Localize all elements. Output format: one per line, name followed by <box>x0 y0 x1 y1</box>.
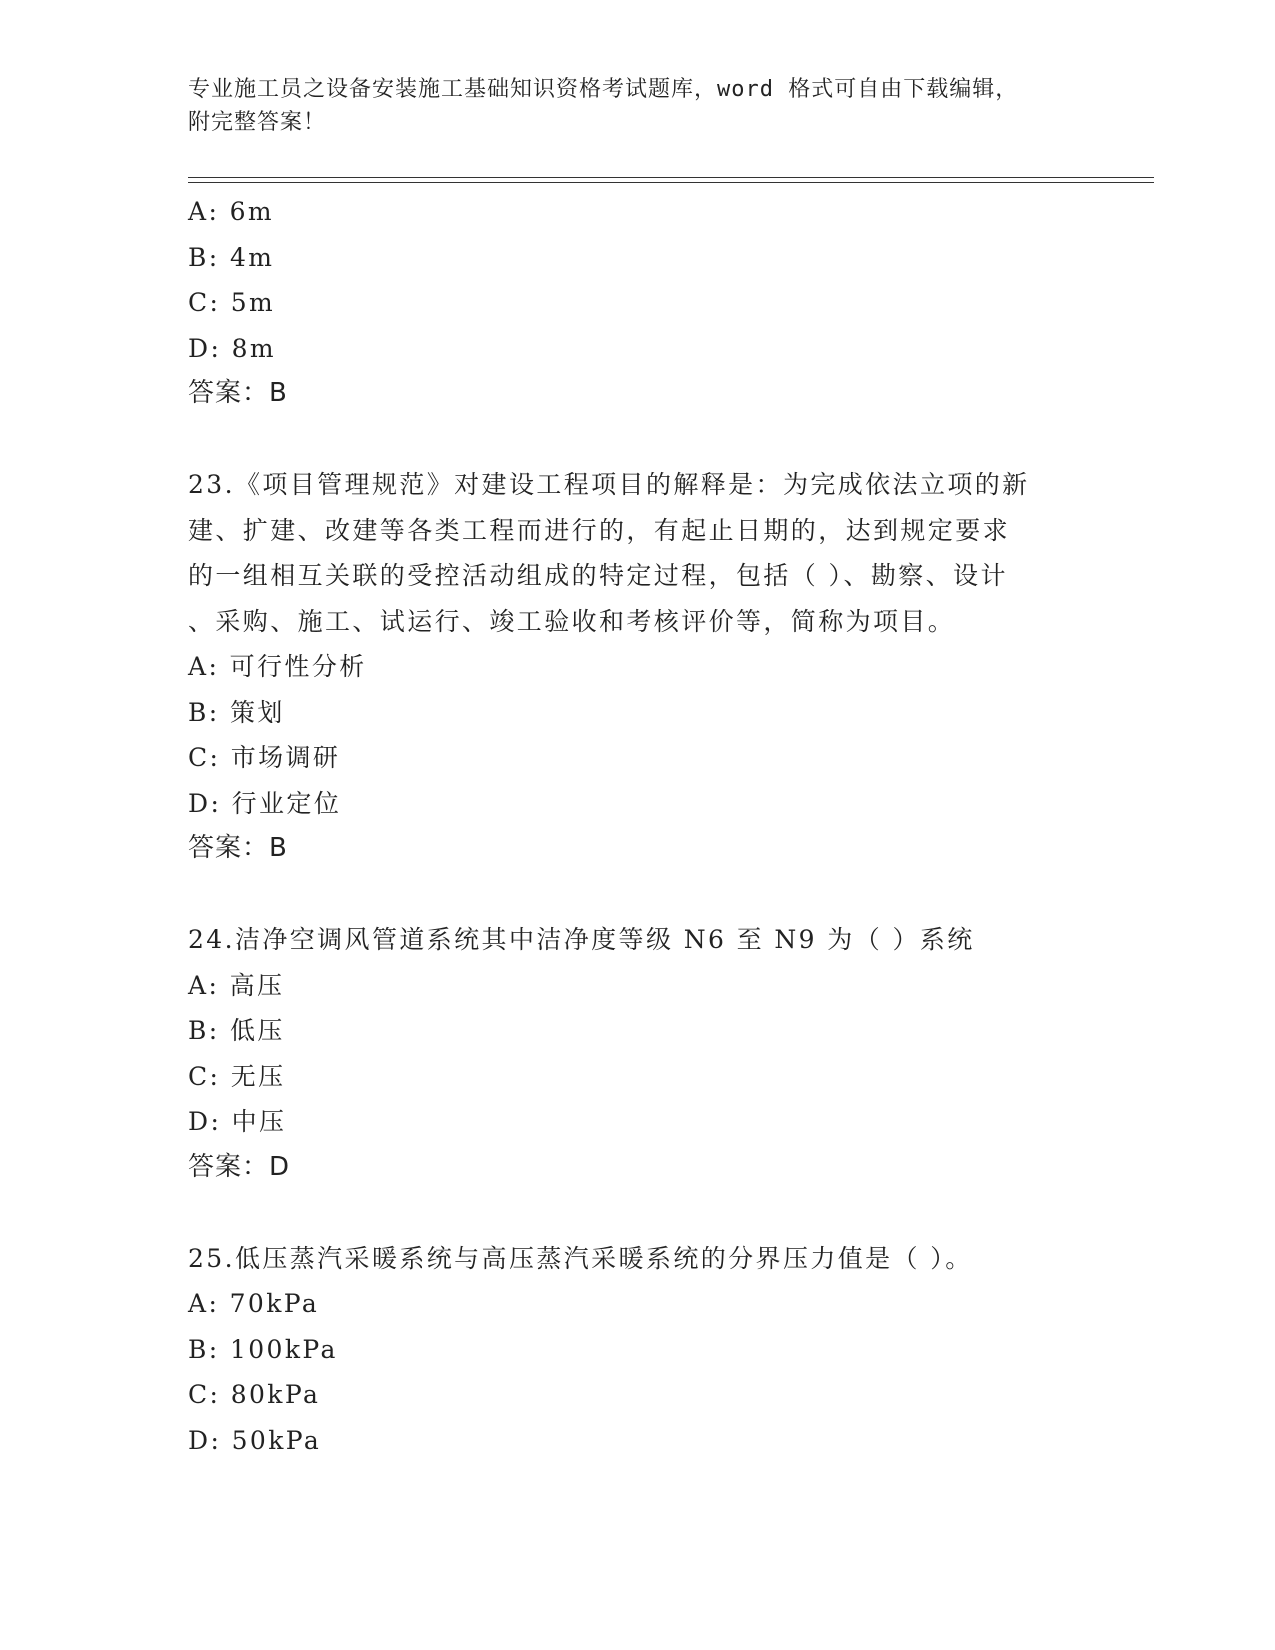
answer-line: 答案：B <box>188 378 288 408</box>
answer-line: 答案：B <box>188 833 288 863</box>
question-22 <box>188 189 1088 417</box>
question-stem-line: 、采购、施工、试运行、竣工验收和考核评价等，简称为项目。 <box>188 606 956 636</box>
question-stem-line: 的一组相互关联的受控活动组成的特定过程，包括（ ）、勘察、设计 <box>188 561 1008 590</box>
option-c: C: 5m <box>188 288 276 317</box>
header-line-2: 附完整答案！ <box>188 110 327 135</box>
spacer <box>188 417 1088 463</box>
question-23 <box>188 462 1088 872</box>
question-stem-line: 建、扩建、改建等各类工程而进行的，有起止日期的，达到规定要求 <box>188 515 1011 545</box>
header-divider-top <box>188 177 1154 178</box>
option-c: C: 80kPa <box>188 1380 321 1409</box>
option-b: B: 4m <box>188 242 275 272</box>
option-c: C: 市场调研 <box>188 743 341 772</box>
option-d: D: 8m <box>188 333 277 363</box>
header-divider-bottom <box>188 182 1154 183</box>
option-d: D: 行业定位 <box>188 788 342 818</box>
spacer <box>188 872 1088 918</box>
question-24 <box>188 917 1088 1190</box>
answer-line: 答案：D <box>188 1151 291 1182</box>
question-stem-line: 25.低压蒸汽采暖系统与高压蒸汽采暖系统的分界压力值是（ ）。 <box>188 1243 973 1273</box>
option-a: A: 6m <box>188 197 275 226</box>
option-b: B: 100kPa <box>188 1334 338 1364</box>
header-line-1: 专业施工员之设备安装施工基础知识资格考试题库，word 格式可自由下载编辑， <box>188 77 1019 102</box>
spacer <box>188 1190 1088 1236</box>
question-content <box>188 189 1088 1463</box>
option-b: B: 策划 <box>188 697 285 727</box>
option-a: A: 70kPa <box>188 1289 320 1318</box>
option-d: D: 中压 <box>188 1107 287 1136</box>
option-d: D: 50kPa <box>188 1425 322 1455</box>
option-a: A: 高压 <box>188 970 285 1000</box>
option-b: B: 低压 <box>188 1016 285 1045</box>
question-25 <box>188 1236 1088 1464</box>
question-stem-line: 24.洁净空调风管道系统其中洁净度等级 N6 至 N9 为（ ）系统 <box>188 925 975 954</box>
document-header <box>188 73 1088 139</box>
option-a: A: 可行性分析 <box>188 652 367 681</box>
question-stem-line: 23.《项目管理规范》对建设工程项目的解释是：为完成依法立项的新 <box>188 470 1030 499</box>
option-c: C: 无压 <box>188 1061 286 1091</box>
